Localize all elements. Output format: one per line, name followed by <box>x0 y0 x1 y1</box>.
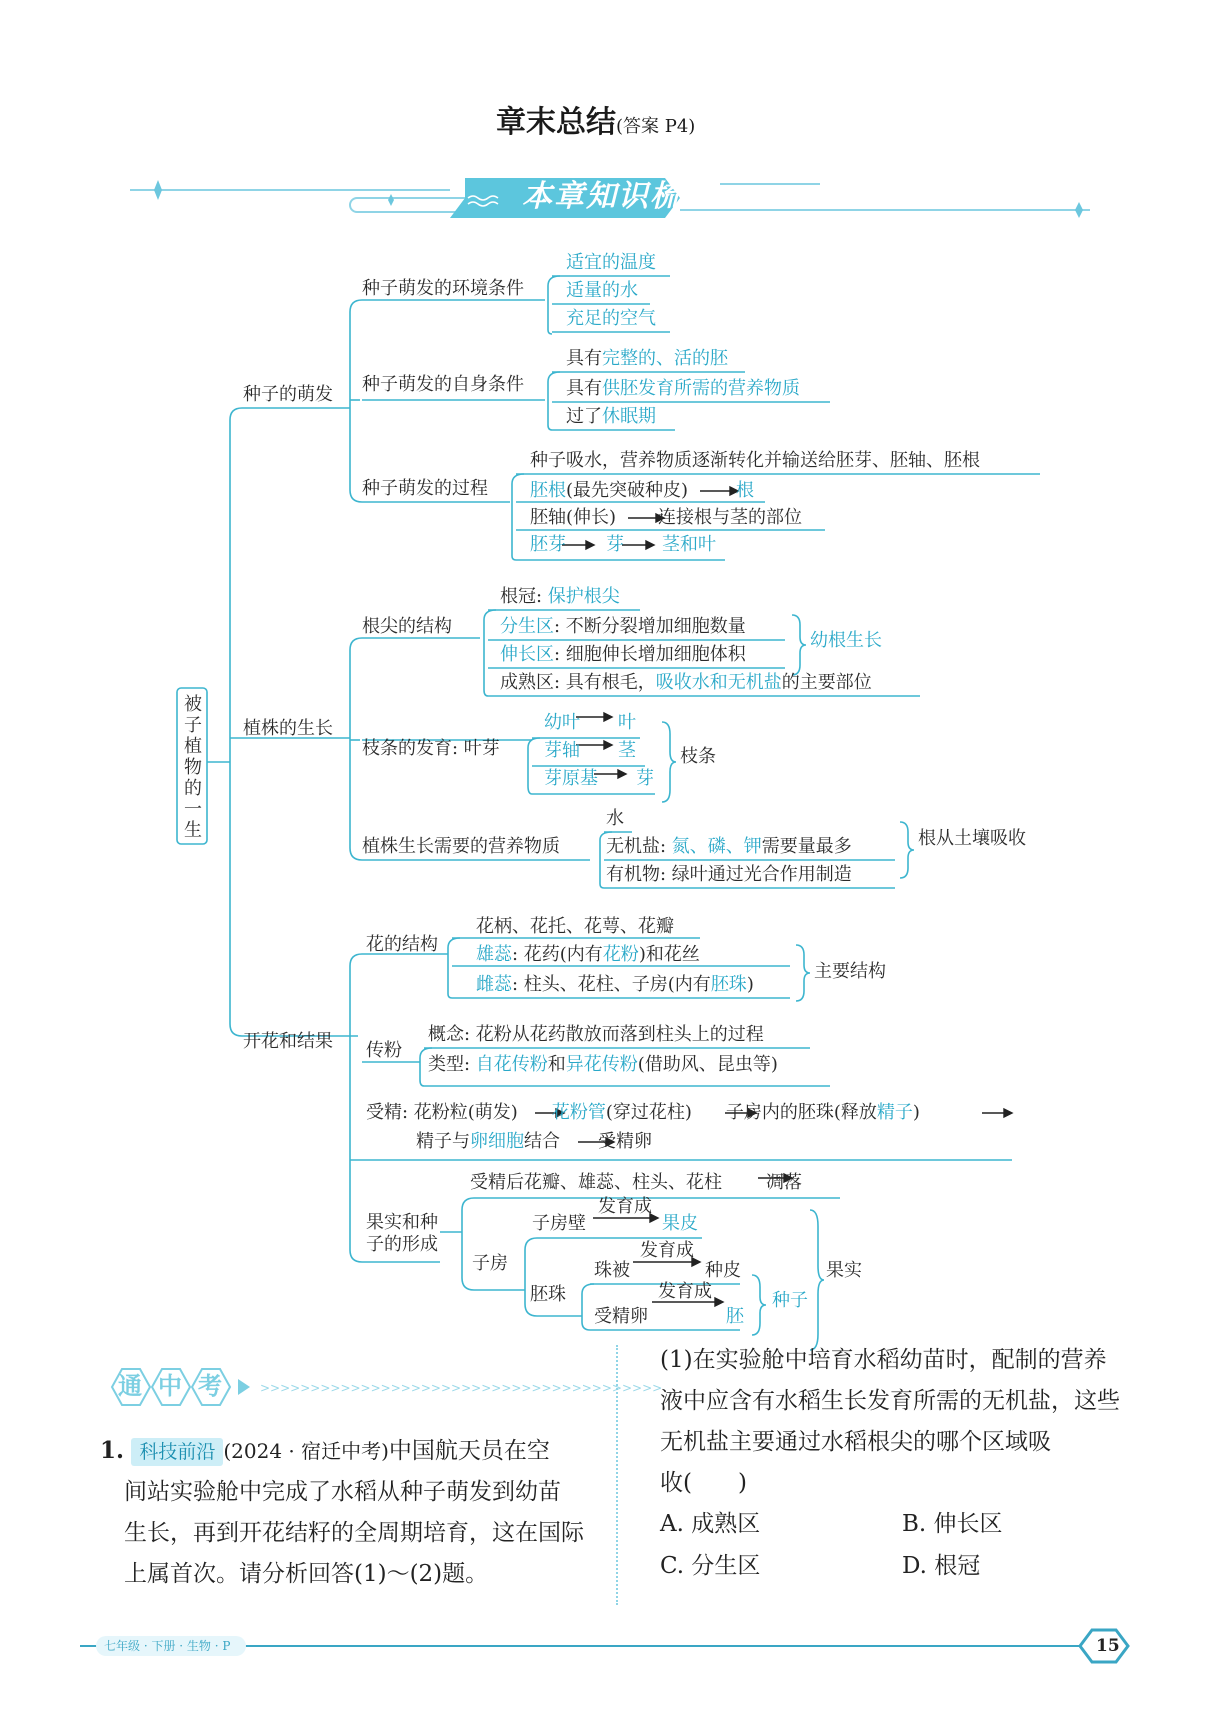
question-source: (2024 · 宿迁中考) <box>223 1439 389 1463</box>
zone-name: 分生区 <box>500 616 554 637</box>
self-item-2 <box>566 380 800 398</box>
nutrient-organic: 有机物: 绿叶通过光合作用制造 <box>606 864 852 885</box>
branch-group: 枝条 <box>680 746 716 767</box>
label: (借助风、昆虫等) <box>637 1054 778 1075</box>
self-answer: 活的胚 <box>674 348 728 369</box>
fert-text: 精子与 <box>416 1131 470 1152</box>
self-prefix: 具有 <box>566 348 602 369</box>
process-line-3 <box>530 509 802 527</box>
pistil-name: 雌蕊 <box>476 974 512 995</box>
seed: 种子 <box>772 1290 808 1311</box>
stem-leaf: 茎和叶 <box>662 534 716 555</box>
nutrients-group: 根从土壤吸收 <box>918 828 1026 849</box>
fruit-seed-label <box>366 1212 438 1256</box>
elongation-zone <box>500 646 746 664</box>
pistil <box>476 976 754 994</box>
self-prefix: 过了 <box>566 406 602 427</box>
footer-rule <box>80 1620 1140 1670</box>
root-cap <box>500 588 620 606</box>
self-conditions-label: 种子萌发的自身条件 <box>362 374 524 395</box>
pollination-concept: 概念: 花粉从花药散放而落到柱头上的过程 <box>428 1024 764 1045</box>
label: 需要量最多 <box>761 836 852 857</box>
root-char: 生 <box>184 820 202 841</box>
dev-label: 发育成 <box>658 1281 712 1302</box>
page-number: 15 <box>1096 1636 1120 1656</box>
branch-flower-fruit: 开花和结果 <box>243 1031 333 1052</box>
answer-ref: (答案 P4) <box>616 116 696 137</box>
banner-title: 本章知识梳理 <box>522 179 714 214</box>
footer-series: 七年级 · 下册 · 生物 · P <box>104 1639 231 1653</box>
bud-primordium: 芽原基 <box>544 768 598 789</box>
ovary-wall: 子房壁 <box>532 1213 586 1234</box>
embryo: 胚 <box>726 1306 744 1327</box>
process-line-4 <box>530 536 716 554</box>
stem: 茎 <box>618 740 636 761</box>
branch-dev-row-1 <box>544 714 636 732</box>
column-divider <box>616 1345 618 1605</box>
option-d[interactable]: D. 根冠 <box>902 1553 981 1579</box>
fert-text: ) <box>912 1102 920 1123</box>
plumule: 胚芽 <box>530 534 566 555</box>
bud: 芽 <box>636 768 654 789</box>
meristem-zone <box>500 618 746 636</box>
label-line: 子的形成 <box>366 1234 438 1255</box>
dev-label: 发育成 <box>640 1240 694 1261</box>
bud: 芽 <box>606 534 624 555</box>
fruit-peel: 果皮 <box>662 1213 698 1234</box>
fertilization-line-2 <box>416 1133 652 1151</box>
zone-function: 吸收水和无机盐 <box>655 672 782 693</box>
pollination-type <box>428 1056 778 1074</box>
question-1 <box>100 1430 600 1595</box>
separator: 、 <box>656 348 674 369</box>
stamen <box>476 946 700 964</box>
env-item: 充足的空气 <box>566 308 656 329</box>
zygote: 受精卵 <box>598 1131 652 1152</box>
egg-cell: 卵细胞 <box>470 1131 524 1152</box>
root-result: 根 <box>736 480 755 501</box>
after-fert-line <box>470 1174 802 1192</box>
fertilization-line-1 <box>366 1104 920 1122</box>
process-line-1: 种子吸水，营养物质逐渐转化并输送给胚芽、胚轴、胚根 <box>530 450 980 471</box>
option-b[interactable]: B. 伸长区 <box>902 1511 1003 1537</box>
root-char: 的 <box>184 778 202 799</box>
integument: 珠被 <box>594 1260 630 1281</box>
flower-parts: 花柄、花托、花萼、花瓣 <box>476 916 674 937</box>
bud-axis: 芽轴 <box>544 740 580 761</box>
root-char: 被 <box>184 694 202 715</box>
nutrient-mineral <box>606 838 852 856</box>
seed-coat: 种皮 <box>705 1260 741 1281</box>
svg-text:>>>>>>>>>>>>>>>>>>>>>>>>>>>>>>: >>>>>>>>>>>>>>>>>>>>>>>>>>>>>>>>>>>>>>>> <box>260 1381 663 1395</box>
branch-plant-growth: 植株的生长 <box>243 718 333 739</box>
young-root-growth: 幼根生长 <box>810 630 882 651</box>
stamen-name: 雄蕊 <box>476 944 512 965</box>
maturation-zone <box>500 674 872 692</box>
desc: ) <box>746 974 754 995</box>
branch-seed-germination: 种子的萌发 <box>243 384 333 405</box>
main-structure: 主要结构 <box>814 961 886 982</box>
fert-text: 子房内的胚珠(释放 <box>725 1102 877 1123</box>
label: 无机盐: <box>606 836 672 857</box>
flower-structure-label: 花的结构 <box>366 934 438 955</box>
question-line: 中国航天员在空 <box>388 1438 550 1464</box>
desc: : 柱头、花柱、子房(内有 <box>512 974 711 995</box>
question-tag: 科技前沿 <box>131 1438 223 1466</box>
young-leaf: 幼叶 <box>544 712 580 733</box>
self-item-1 <box>566 350 728 368</box>
self-answer: 休眠期 <box>602 406 656 427</box>
branch-dev-row-3 <box>544 770 654 788</box>
pollen: 花粉 <box>602 944 639 965</box>
label-line: 果实和种 <box>366 1212 438 1233</box>
sub-question-line: (1)在实验舱中培育水稻幼苗时，配制的营养 <box>660 1347 1107 1373</box>
zone-desc: : 不断分裂增加细胞数量 <box>554 616 746 637</box>
exam-label: 通中考 <box>118 1371 238 1400</box>
root-tip-label: 根尖的结构 <box>362 616 452 637</box>
ovary: 子房 <box>472 1253 508 1274</box>
zone-desc: 的主要部位 <box>781 672 872 693</box>
root-label <box>184 694 202 841</box>
fert-text: 结合 <box>524 1131 560 1152</box>
question-line: 上属首次。请分析回答(1)～(2)题。 <box>124 1561 489 1587</box>
root-char: 物 <box>184 757 202 778</box>
ovule: 胚珠 <box>710 974 747 995</box>
label: 和 <box>547 1054 566 1075</box>
root-char: 一 <box>184 799 202 820</box>
process-label: 种子萌发的过程 <box>362 478 488 499</box>
fert-text: (穿过花柱) <box>605 1102 692 1123</box>
zone-name: 伸长区 <box>500 644 554 665</box>
sub-question-line: 无机盐主要通过水稻根尖的哪个区域吸 <box>660 1429 1051 1455</box>
zone-desc: 成熟区: 具有根毛， <box>500 672 656 693</box>
root-char: 植 <box>184 736 202 757</box>
title-text: 章末总结 <box>496 105 616 140</box>
self-pollination: 自花传粉 <box>475 1054 548 1075</box>
question-number: 1. <box>100 1437 125 1464</box>
leaf: 叶 <box>618 712 636 733</box>
sub-question-1 <box>660 1340 1160 1504</box>
cross-pollination: 异花传粉 <box>565 1054 638 1075</box>
nutrient-water: 水 <box>606 808 624 829</box>
ovule: 胚珠 <box>530 1284 566 1305</box>
env-conditions-label: 种子萌发的环境条件 <box>362 278 524 299</box>
desc: )和花丝 <box>638 944 700 965</box>
hypocotyl-result: 连接根与茎的部位 <box>658 507 803 528</box>
question-line: 生长，再到开花结籽的全周期培育，这在国际 <box>124 1520 584 1546</box>
sperm: 精子 <box>876 1102 913 1123</box>
note: (最先突破种皮) <box>566 480 689 501</box>
label: 类型: <box>428 1054 476 1075</box>
self-prefix: 具有 <box>566 378 602 399</box>
dev-label: 发育成 <box>598 1196 652 1217</box>
fruit: 果实 <box>826 1260 862 1281</box>
root-cap-function: 保护根尖 <box>547 586 620 607</box>
option-a[interactable]: A. 成熟区 <box>660 1511 761 1537</box>
root-char: 子 <box>184 715 202 736</box>
npk: 氮、磷、钾 <box>671 836 762 857</box>
pollination-label: 传粉 <box>366 1040 402 1061</box>
branch-dev-label: 枝条的发育: 叶芽 <box>362 738 500 759</box>
zone-desc: : 细胞伸长增加细胞体积 <box>554 644 746 665</box>
self-item-3 <box>566 408 656 426</box>
radicle: 胚根 <box>530 480 566 501</box>
branch-dev-row-2 <box>544 742 636 760</box>
sub-question-line: 收( ) <box>660 1470 747 1496</box>
env-item: 适宜的温度 <box>566 252 656 273</box>
text: 凋落 <box>766 1172 802 1193</box>
process-line-2 <box>530 482 754 500</box>
pollen-tube: 花粉管 <box>551 1102 606 1123</box>
self-answer: 完整的 <box>602 348 656 369</box>
self-answer: 供胚发育所需的营养物质 <box>602 378 800 399</box>
hypocotyl: 胚轴(伸长) <box>530 507 617 528</box>
fert-text: 受精: 花粉粒(萌发) <box>366 1102 518 1123</box>
nutrients-label: 植株生长需要的营养物质 <box>362 836 560 857</box>
env-item: 适量的水 <box>566 280 638 301</box>
sub-question-line: 液中应含有水稻生长发育所需的无机盐，这些 <box>660 1388 1120 1414</box>
desc: : 花药(内有 <box>512 944 603 965</box>
option-c[interactable]: C. 分生区 <box>660 1553 761 1579</box>
text: 受精后花瓣、雄蕊、柱头、花柱 <box>470 1172 722 1193</box>
zygote: 受精卵 <box>594 1306 648 1327</box>
root-cap-label: 根冠: <box>500 586 548 607</box>
question-line: 间站实验舱中完成了水稻从种子萌发到幼苗 <box>124 1479 561 1505</box>
